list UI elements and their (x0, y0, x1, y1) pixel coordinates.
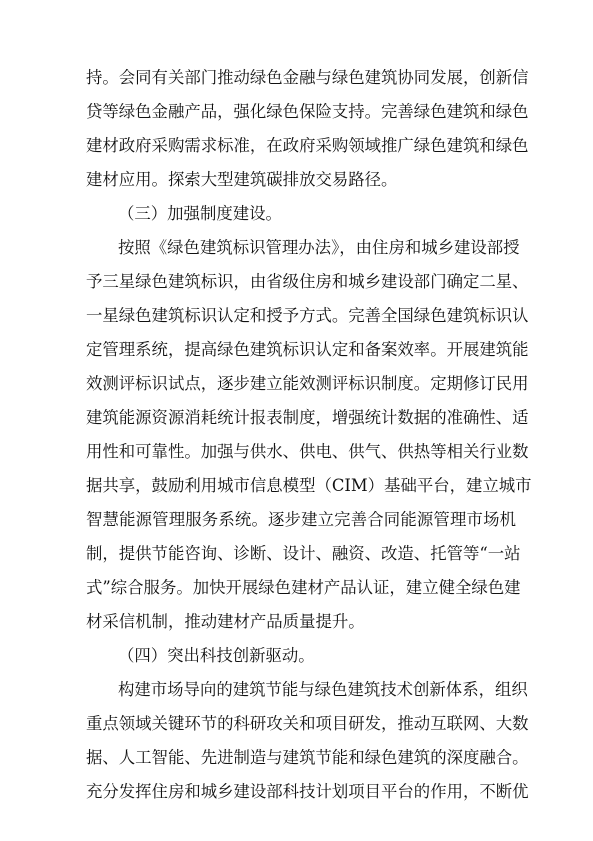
text-line: 智慧能源管理服务系统。逐步建立完善合同能源管理市场机 (86, 510, 516, 529)
text-line: 充分发挥住房和城乡建设部科技计划项目平台的作用，不断优 (86, 782, 529, 801)
text-line: 据共享，鼓励利用城市信息模型（CIM）基础平台，建立城市 (86, 476, 532, 495)
paragraph-first-line: 构建市场导向的建筑节能与绿色建筑技术创新体系，组织 (118, 680, 528, 699)
text-line: 贷等绿色金融产品，强化绿色保险支持。完善绿色建筑和绿色 (86, 102, 529, 121)
text-line: 持。会同有关部门推动绿色金融与绿色建筑协同发展，创新信 (86, 68, 529, 87)
text-line: 建材政府采购需求标准，在政府采购领域推广绿色建筑和绿色 (86, 136, 529, 155)
text-line: 据、人工智能、先进制造与建筑节能和绿色建筑的深度融合。 (86, 748, 529, 767)
text-line: 式”综合服务。加快开展绿色建材产品认证，建立健全绿色建 (86, 578, 521, 597)
text-line: 制，提供节能咨询、诊断、设计、融资、改造、托管等“一站 (86, 544, 521, 563)
text-line: 材采信机制，推动建材产品质量提升。 (86, 612, 365, 631)
text-line: 用性和可靠性。加强与供水、供电、供气、供热等相关行业数 (86, 442, 529, 461)
section-heading-4: （四）突出科技创新驱动。 (118, 646, 315, 665)
text-line: 效测评标识试点，逐步建立能效测评标识制度。定期修订民用 (86, 374, 529, 393)
text-line: 建材应用。探索大型建筑碳排放交易路径。 (86, 170, 398, 189)
text-line: 定管理系统，提高绿色建筑标识认定和备案效率。开展建筑能 (86, 340, 529, 359)
text-line: 一星绿色建筑标识认定和授予方式。完善全国绿色建筑标识认 (86, 306, 529, 325)
text-line: 建筑能源资源消耗统计报表制度，增强统计数据的准确性、适 (86, 408, 529, 427)
section-heading-3: （三）加强制度建设。 (118, 204, 282, 223)
paragraph-first-line: 按照《绿色建筑标识管理办法》，由住房和城乡建设部授 (118, 238, 520, 257)
text-line: 予三星绿色建筑标识，由省级住房和城乡建设部门确定二星、 (86, 272, 529, 291)
text-line: 重点领域关键环节的科研攻关和项目研发，推动互联网、大数 (86, 714, 529, 733)
